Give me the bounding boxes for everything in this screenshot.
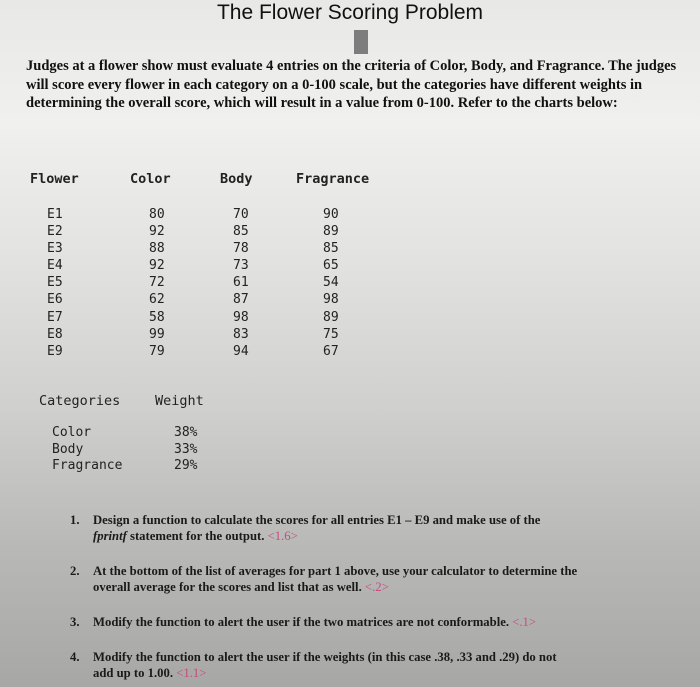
table-row: [0, 458, 260, 475]
cell-fragrance: 67: [323, 343, 339, 359]
cell-flower: E7: [47, 309, 63, 325]
task-text: statement for the output.: [126, 529, 268, 543]
cell-category: Color: [52, 425, 92, 440]
cell-category: Fragrance: [52, 458, 123, 473]
cell-flower: E4: [47, 258, 63, 274]
cell-fragrance: 65: [323, 258, 339, 274]
cell-color: 62: [149, 292, 165, 308]
weights-header-categories: Categories: [39, 393, 121, 409]
task-points: <1.6>: [267, 529, 298, 543]
cell-flower: E8: [47, 326, 63, 342]
cell-color: 58: [149, 309, 165, 325]
cell-body: 85: [233, 224, 249, 240]
table-row: [0, 425, 260, 442]
task-text: overall average for the scores and list that as well.: [93, 580, 365, 594]
cell-fragrance: 89: [323, 224, 339, 240]
cell-flower: E6: [47, 292, 63, 308]
cell-color: 80: [149, 207, 165, 222]
cell-fragrance: 75: [323, 326, 339, 342]
task-text: Modify the function to alert the user if the two matrices are not conformable.: [93, 615, 513, 629]
cell-flower: E3: [47, 241, 63, 257]
cell-body: 87: [233, 292, 249, 308]
task-code-term: fprintf: [93, 529, 127, 543]
cell-fragrance: 90: [323, 207, 339, 222]
cell-body: 83: [233, 326, 249, 342]
table-row: [0, 223, 400, 240]
task-points: <1.1>: [176, 666, 207, 680]
table-row: [0, 343, 400, 360]
cell-weight: 33%: [174, 441, 198, 457]
cell-category: Body: [52, 441, 84, 457]
scores-header-fragrance: Fragrance: [296, 171, 370, 187]
cell-color: 92: [149, 258, 165, 274]
task-number: 3.: [70, 615, 80, 629]
table-row: [0, 274, 400, 291]
cell-body: 78: [233, 241, 249, 257]
task-text: Modify the function to alert the user if the weights (in this case .38, .33 and .29) do not: [93, 650, 557, 664]
scores-table: [0, 206, 400, 360]
cell-flower: E2: [47, 224, 63, 240]
scores-header-flower: Flower: [30, 171, 79, 187]
task-number: 4.: [70, 650, 80, 664]
cell-fragrance: 85: [323, 241, 339, 257]
table-row: [0, 309, 400, 326]
cell-flower: E1: [47, 207, 63, 222]
table-row: [0, 240, 400, 257]
cell-color: 88: [149, 241, 165, 257]
scores-header-body: Body: [220, 171, 253, 187]
document-title: The Flower Scoring Problem: [216, 1, 484, 24]
table-row: [0, 326, 400, 343]
cell-body: 94: [233, 343, 249, 359]
weights-header-weight: Weight: [155, 393, 204, 409]
cell-fragrance: 54: [323, 275, 339, 291]
cell-body: 61: [233, 275, 249, 291]
cell-color: 92: [149, 224, 165, 240]
cell-body: 70: [233, 207, 249, 222]
text-cursor: [354, 30, 368, 54]
cell-weight: 38%: [174, 425, 198, 440]
task-points: <.1>: [512, 615, 537, 629]
cell-flower: E5: [47, 275, 63, 291]
cell-flower: E9: [47, 343, 63, 359]
task-text: At the bottom of the list of averages for part 1 above, use your calculator to determine the: [93, 564, 578, 578]
cell-body: 73: [233, 258, 249, 274]
cell-fragrance: 89: [323, 309, 339, 325]
table-row: [0, 206, 400, 223]
task-number: 1.: [70, 513, 80, 527]
cell-body: 98: [233, 309, 249, 325]
table-row: [0, 257, 400, 274]
cell-color: 99: [149, 326, 165, 342]
cell-fragrance: 98: [323, 292, 339, 308]
task-points: <.2>: [364, 580, 389, 594]
cell-color: 72: [149, 275, 165, 291]
task-text: Design a function to calculate the scores for all entries E1 – E9 and make use of the: [93, 513, 541, 527]
task-number: 2.: [70, 564, 80, 578]
intro-paragraph: Judges at a flower show must evaluate 4 entries on the criteria of Color, Body, and Fragrance. The judges will score every flower in each category on a 0-100 scale, but the categories have different weights in determining the overall score, which will result in a value from 0-100. Refer to the charts below:: [26, 58, 677, 111]
task-text: add up to 1.00.: [93, 666, 177, 680]
scores-header-color: Color: [130, 171, 171, 187]
weights-table: [0, 425, 260, 475]
cell-color: 79: [149, 343, 165, 359]
cell-weight: 29%: [174, 458, 198, 473]
table-row: [0, 291, 400, 308]
table-row: [0, 442, 260, 459]
